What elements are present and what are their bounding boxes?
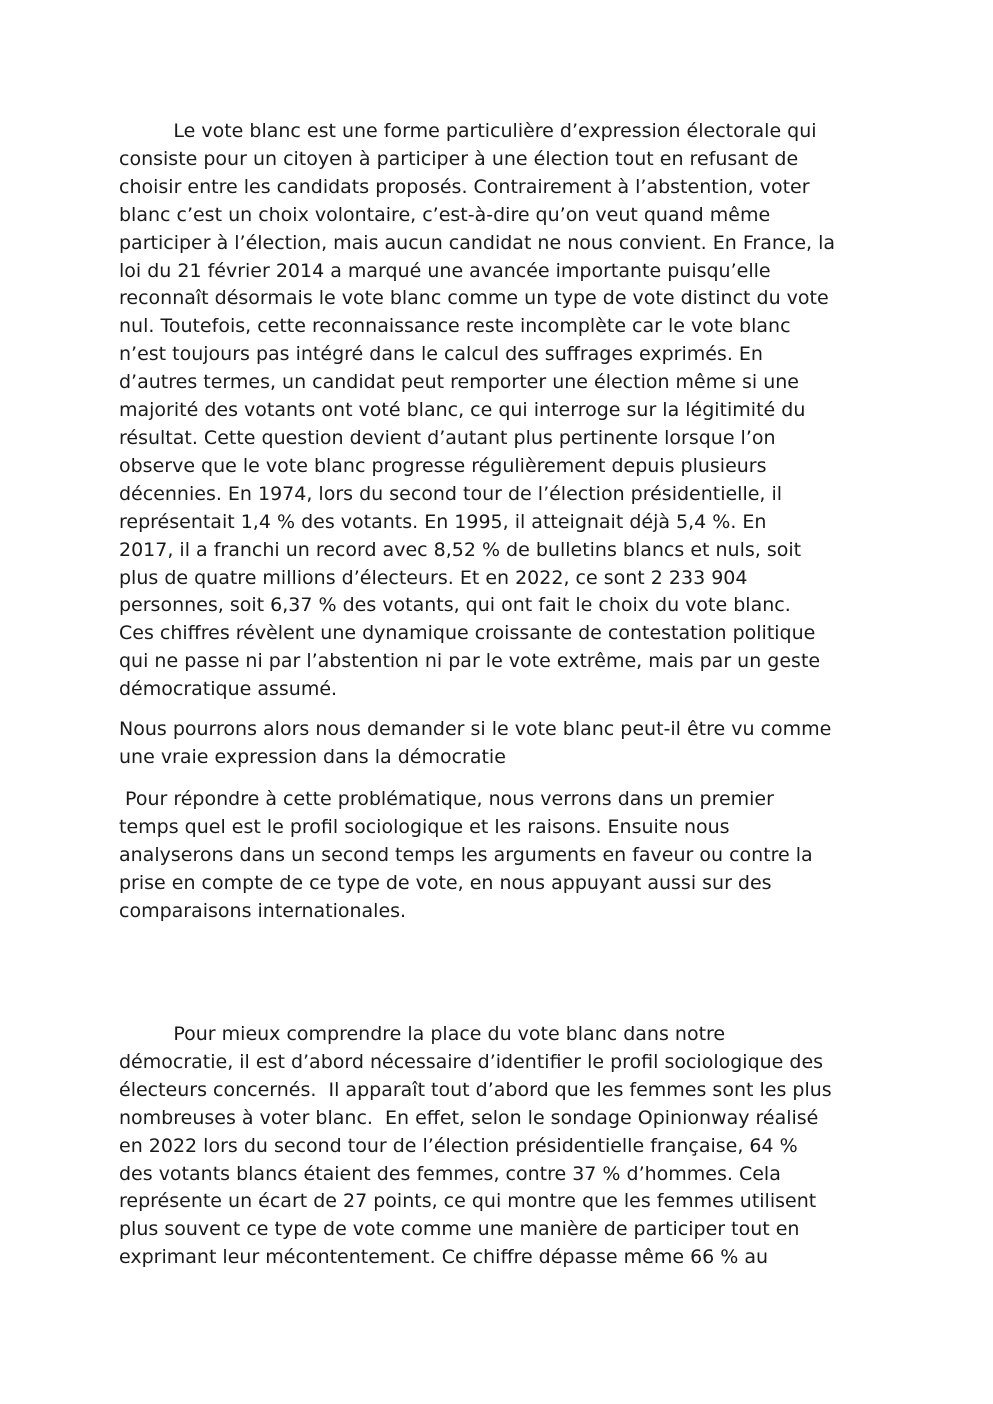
paragraph-text: Le vote blanc est une forme particulière d’expression électorale qui consiste pour un citoyen à participer à une élection tout en refusant de choisir entre les candidats proposés. Contrairement à l’abstention, voter blanc c’est un choix volontaire, c’est-à-dire qu’on veut quand même participer à l’élection, mais aucun candidat ne nous convient. En France, la loi du 21 février 2014 a marqué une avancée importante puisqu’elle reconnaît désormais le vote blanc comme un type de vote distinct du vote nul. Toutefois, cette reconnaissance reste incomplète car le vote blanc n’est toujours pas intégré dans le calcul des suffrages exprimés. En d’autres termes, un candidat peut remporter une élection même si une majorité des votants ont voté blanc, ce qui interroge sur la légitimité du résultat. Cette question devient d’autant plus pertinente lorsque l’on observe que le vote blanc progresse régulièrement depuis plusieurs décennies. En 1974, lors du second tour de l’élection présidentielle, il représentait 1,4 % des votants. En 1995, il atteignait déjà 5,4 %. En 2017, il a franchi un record avec 8,52 % de bulletins blancs et nuls, soit plus de quatre millions d’électeurs. Et en 2022, ce sont 2 233 904 personnes, soit 6,37 % des votants, qui ont fait le choix du vote blanc. Ces chiffres révèlent une dynamique croissante de contestation politique qui ne passe ni par l’abstention ni par le vote extrême, mais par un geste démocratique assumé. [119,120,836,701]
paragraph-text: Pour répondre à cette problématique, nous verrons dans un premier temps quel est le profil sociologique et les raisons. Ensuite nous analyserons dans un second temps les arguments en faveur ou contre la prise en compte de ce type de vote, en nous appuyant aussi sur des comparaisons internationales. [119,788,813,922]
problem-statement-paragraph [119,716,879,772]
paragraph-text: Nous pourrons alors nous demander si le vote blanc peut-il être vu comme une vraie expression dans la démocratie [119,718,832,768]
paragraph-text: Pour mieux comprendre la place du vote blanc dans notre démocratie, il est d’abord nécessaire d’identifier le profil sociologique des électeurs concernés. Il apparaît tout d’abord que les femmes sont les plus nombreuses à voter blanc. En effet, selon le sondage Opinionway réalisé en 2022 lors du second tour de l’élection présidentielle française, 64 % des votants blancs étaient des femmes, contre 37 % d’hommes. Cela représente un écart de 27 points, ce qui montre que les femmes utilisent plus souvent ce type de vote comme une manière de participer tout en exprimant leur mécontentement. Ce chiffre dépasse même 66 % au [119,1023,832,1269]
intro-paragraph [119,118,879,704]
sociological-profile-paragraph [119,1021,879,1272]
outline-paragraph [119,786,879,926]
